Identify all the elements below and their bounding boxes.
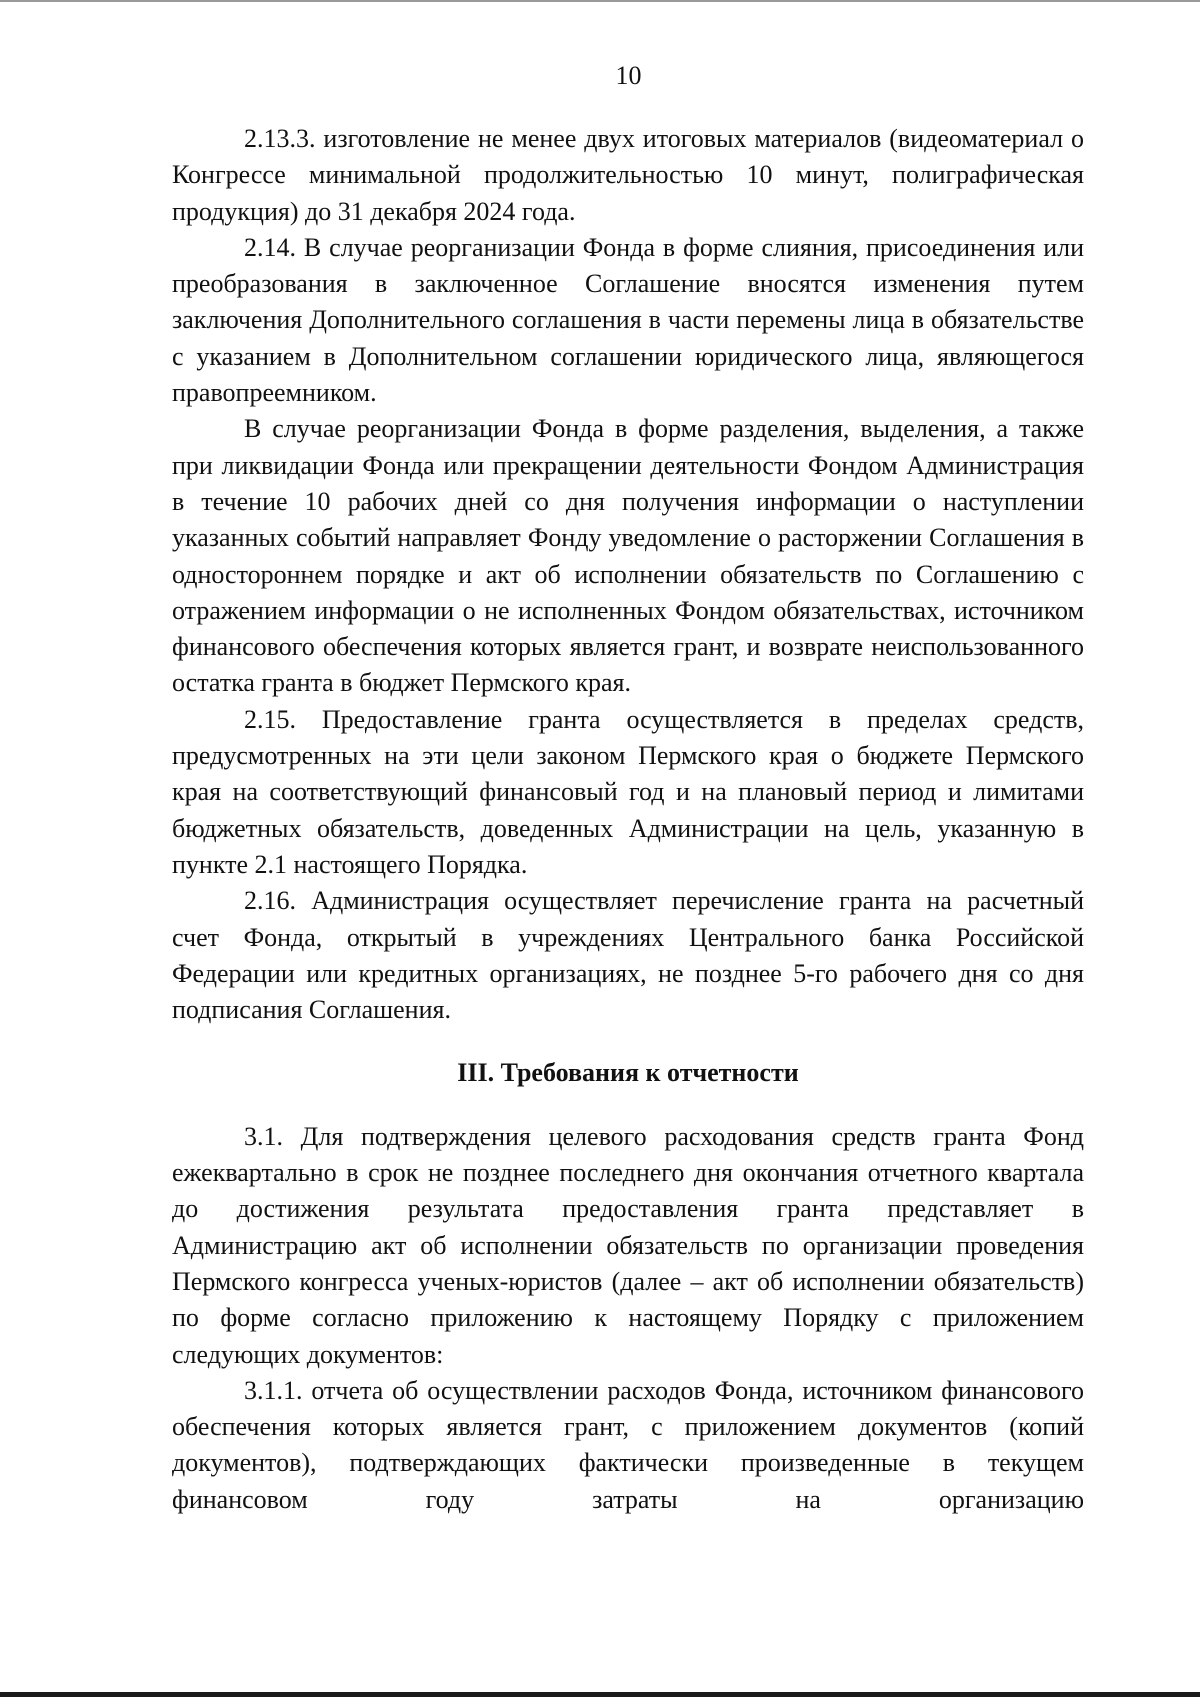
paragraph-3-1-1: 3.1.1. отчета об осуществлении расходов Фонда, источником финансового обеспечения которых является грант, с приложением документов (копий документов), подтверждающих фактически произведенные в текущем финансовом году затраты на организацию	[172, 1375, 1084, 1514]
paragraph-3-1: 3.1. Для подтверждения целевого расходования средств гранта Фонд ежеквартально в срок не позднее последнего дня окончания отчетного квартала до достижения результата предоставления гранта представляет в Администрацию акт об исполнении обязательств по организации проведения Пермского конгресса ученых-юристов (далее – акт об исполнении обязательств) по форме согласно приложению к настоящему Порядку с приложением следующих документов:	[172, 1121, 1084, 1369]
paragraph-2-14-continuation: В случае реорганизации Фонда в форме разделения, выделения, а также при ликвидации Фонда или прекращении деятельности Фондом Администрация в течение 10 рабочих дней со дня получения информации о наступлении указанных событий направляет Фонду уведомление о расторжении Соглашения в одностороннем порядке и акт об исполнении обязательств по Соглашению с отражением информации о не исполненных Фондом обязательствах, источником финансового обеспечения которых является грант, и возврате неиспользованного остатка гранта в бюджет Пермского края.	[172, 414, 1084, 698]
paragraph-2-13-3: 2.13.3. изготовление не менее двух итоговых материалов (видеоматериал о Конгрессе минимальной продолжительностью 10 минут, полиграфическая продукция) до 31 декабря 2024 года.	[172, 124, 1084, 226]
scan-edge-bottom	[0, 1692, 1200, 1697]
paragraph-2-16: 2.16. Администрация осуществляет перечисление гранта на расчетный счет Фонда, открытый в учреждениях Центрального банка Российской Федерации или кредитных организациях, не позднее 5-го рабочего дня со дня подписания Соглашения.	[172, 886, 1084, 1025]
paragraph-2-15: 2.15. Предоставление гранта осуществляется в пределах средств, предусмотренных на эти цели законом Пермского края о бюджете Пермского края на соответствующий финансовый год и на плановый период и лимитами бюджетных обязательств, доведенных Администрации на цель, указанную в пункте 2.1 настоящего Порядка.	[172, 704, 1084, 879]
scan-edge-top	[0, 0, 1200, 2]
page-number: 10	[615, 61, 642, 90]
paragraph-2-14: 2.14. В случае реорганизации Фонда в форме слияния, присоединения или преобразования в заключенное Соглашение вносятся изменения путем заключения Дополнительного соглашения в части перемены лица в обязательстве с указанием в Дополнительном соглашении юридического лица, являющегося правопреемником.	[172, 232, 1084, 408]
section-heading: III. Требования к отчетности	[457, 1058, 799, 1088]
document-body	[172, 121, 1084, 1518]
